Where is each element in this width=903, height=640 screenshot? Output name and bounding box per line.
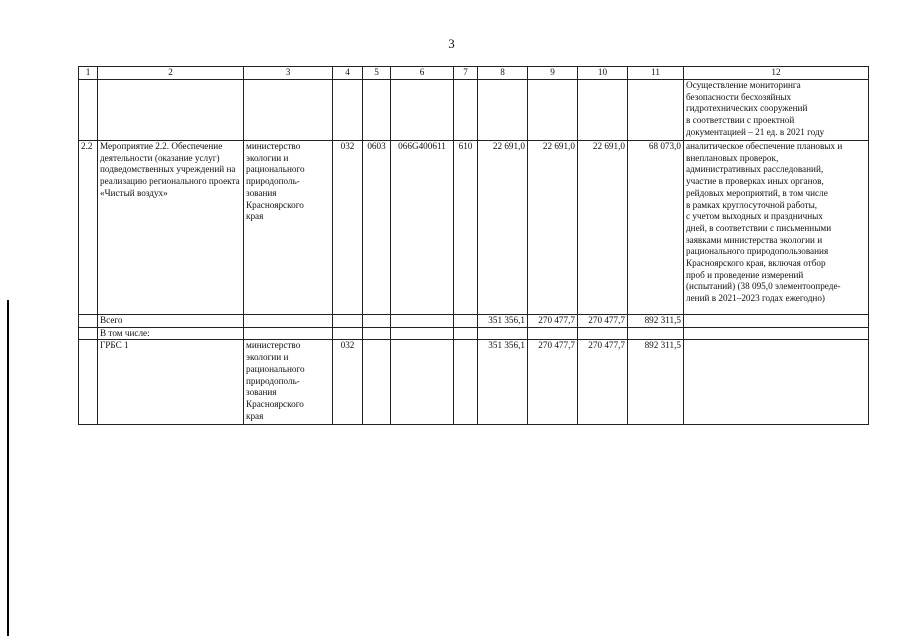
continuation-row xyxy=(79,80,869,141)
empty-cell xyxy=(454,80,478,141)
empty-cell xyxy=(684,340,869,425)
empty-cell xyxy=(363,327,391,340)
result-cell: аналитическое обеспечение плановых и внеплановых проверок, административных расследований, участие в проверках иных органов, рейдовых мероприятий, в том числе в рамках круглосуточной работы, с учетом выходных и праздничных дней, в соответствии с письменными заявками министерства экологии и рационального природопользования Красноярского края, включая отбор проб и проведение измерений (испытаний) (38 095,0 элементоопреде- лений в 2021–2023 годах ежегодно) xyxy=(684,141,869,315)
empty-cell xyxy=(628,327,684,340)
csr-code: 066G400611 xyxy=(391,141,454,315)
empty-cell xyxy=(79,340,98,425)
header-cell: 5 xyxy=(363,67,391,80)
grbs-name: министерство экологии и рационального природополь- зования Красноярского края xyxy=(244,141,333,315)
value-total: 892 311,5 xyxy=(628,315,684,328)
grbs1-label: ГРБС 1 xyxy=(98,340,244,425)
value-2022: 270 477,7 xyxy=(528,315,578,328)
empty-cell xyxy=(333,315,363,328)
empty-cell xyxy=(79,80,98,141)
empty-cell xyxy=(79,327,98,340)
value-2023: 270 477,7 xyxy=(578,315,628,328)
header-cell: 3 xyxy=(244,67,333,80)
empty-cell xyxy=(528,327,578,340)
value-2022: 22 691,0 xyxy=(528,141,578,315)
empty-cell xyxy=(244,327,333,340)
empty-cell xyxy=(79,315,98,328)
grbs-name: министерство экологии и рационального природополь- зования Красноярского края xyxy=(244,340,333,425)
scan-edge-line xyxy=(7,300,9,636)
header-cell: 11 xyxy=(628,67,684,80)
table-row-total xyxy=(79,315,869,328)
empty-cell xyxy=(478,327,528,340)
empty-cell xyxy=(528,80,578,141)
empty-cell xyxy=(244,80,333,141)
header-cell: 10 xyxy=(578,67,628,80)
header-cell: 4 xyxy=(333,67,363,80)
header-cell: 2 xyxy=(98,67,244,80)
value-2023: 270 477,7 xyxy=(578,340,628,425)
header-cell: 7 xyxy=(454,67,478,80)
result-cell: Осуществление мониторинга безопасности бесхозяйных гидротехнических сооружений в соответствии с проектной документацией – 21 ед. в 2021 году xyxy=(684,80,869,141)
grbs-code: 032 xyxy=(333,141,363,315)
header-cell: 12 xyxy=(684,67,869,80)
vr-code: 610 xyxy=(454,141,478,315)
empty-cell xyxy=(578,80,628,141)
value-total: 68 073,0 xyxy=(628,141,684,315)
value-2022: 270 477,7 xyxy=(528,340,578,425)
header-cell: 9 xyxy=(528,67,578,80)
header-cell: 8 xyxy=(478,67,528,80)
empty-cell xyxy=(363,340,391,425)
empty-cell xyxy=(478,80,528,141)
grbs-code: 032 xyxy=(333,340,363,425)
empty-cell xyxy=(454,340,478,425)
value-2021: 351 356,1 xyxy=(478,315,528,328)
empty-cell xyxy=(578,327,628,340)
table-row-including xyxy=(79,327,869,340)
empty-cell xyxy=(391,340,454,425)
empty-cell xyxy=(454,327,478,340)
empty-cell xyxy=(244,315,333,328)
header-cell: 1 xyxy=(79,67,98,80)
value-total: 892 311,5 xyxy=(628,340,684,425)
empty-cell xyxy=(333,80,363,141)
empty-cell xyxy=(363,80,391,141)
table-row-grbs1 xyxy=(79,340,869,425)
empty-cell xyxy=(454,315,478,328)
empty-cell xyxy=(98,80,244,141)
header-cell: 6 xyxy=(391,67,454,80)
empty-cell xyxy=(684,327,869,340)
value-2021: 22 691,0 xyxy=(478,141,528,315)
empty-cell xyxy=(333,327,363,340)
budget-table xyxy=(78,66,869,425)
header-row xyxy=(79,67,869,80)
row-number: 2.2 xyxy=(79,141,98,315)
empty-cell xyxy=(363,315,391,328)
empty-cell xyxy=(391,315,454,328)
table-row-2-2 xyxy=(79,141,869,315)
empty-cell xyxy=(391,80,454,141)
measure-name: Мероприятие 2.2. Обеспечение деятельности (оказание услуг) подведомственных учреждений на реализацию регионального проекта «Чистый воздух» xyxy=(98,141,244,315)
page-number: 3 xyxy=(448,36,455,51)
empty-cell xyxy=(684,315,869,328)
value-2021: 351 356,1 xyxy=(478,340,528,425)
value-2023: 22 691,0 xyxy=(578,141,628,315)
empty-cell xyxy=(628,80,684,141)
total-label: Всего xyxy=(98,315,244,328)
empty-cell xyxy=(391,327,454,340)
including-label: В том числе: xyxy=(98,327,244,340)
rzpr-code: 0603 xyxy=(363,141,391,315)
